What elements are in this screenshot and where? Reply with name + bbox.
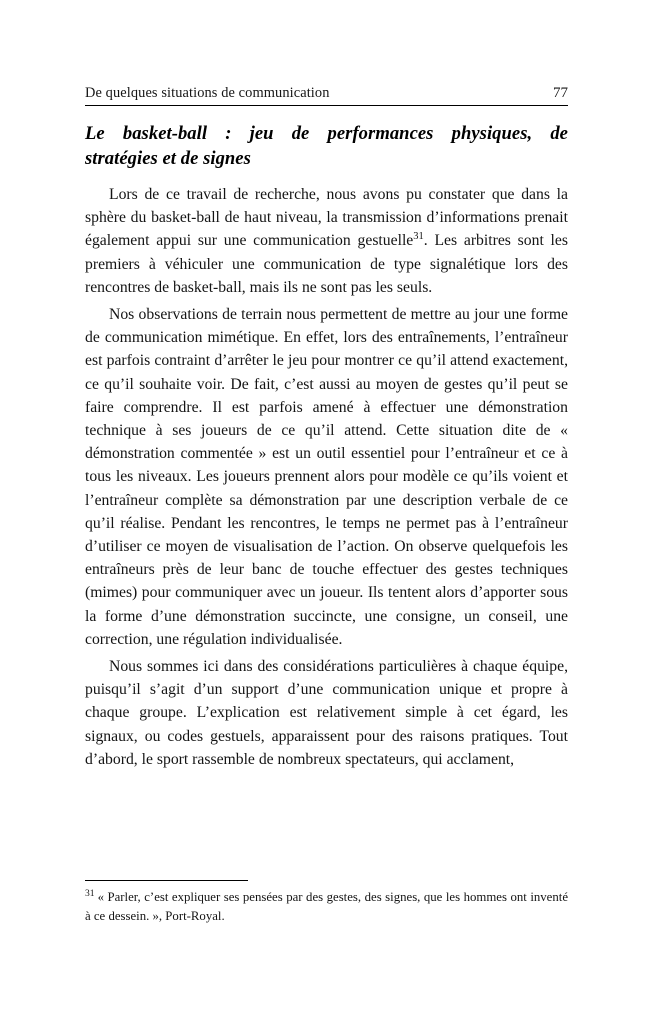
footnote-area bbox=[85, 880, 568, 926]
section-title bbox=[85, 122, 568, 171]
footnote-body: « Parler, c’est expliquer ses pensées par des gestes, des signes, que les hommes ont inventé à ce dessein. », Port-Royal. bbox=[85, 890, 568, 923]
running-header-title: De quelques situations de communication bbox=[85, 85, 330, 101]
running-header bbox=[85, 84, 568, 105]
section-title-line-2: stratégies et de signes bbox=[85, 147, 251, 169]
paragraph-3: Nous sommes ici dans des considérations particulières à chaque équipe, puisqu’il s’agit d’un support d’une communication unique et propre à chaque groupe. L’explication est relativement simple à cet égard, les signaux, ou codes gestuels, apparaissent pour des raisons pratiques. Tout d’abord, le sport rassemble de nombreux spectateurs, qui acclament, bbox=[85, 658, 568, 768]
footnote-31 bbox=[85, 888, 568, 926]
page-number: 77 bbox=[553, 85, 568, 101]
footnote-separator bbox=[85, 880, 248, 881]
paragraph-2: Nos observations de terrain nous permettent de mettre au jour une forme de communication mimétique. En effet, lors des entraînements, l’entraîneur est parfois contraint d’arrêter le jeu pour montrer ce qu’il attend exactement, ce qu’il souhaite voir. De fait, c’est aussi au moyen de gestes qu’il peut se faire comprendre. Il est parfois amené à effectuer une démonstration technique à ses joueurs de ce qu’il attend. Cette situation dite de « démonstration commentée » est un outil essentiel pour l’entraîneur et ce à tous les niveaux. Les joueurs prennent alors pour modèle ce qu’ils voient et l’entraîneur complète sa démonstration par une description verbale de ce qu’il réalise. Pendant les rencontres, le temps ne permet pas à l’entraîneur d’utiliser ce moyen de visualisation de l’action. On observe quelquefois les entraîneurs près de leur banc de touche effectuer des gestes techniques (mimes) pour communiquer avec un joueur. Ils tentent alors d’apporter sous la forme d’une démonstration succincte, une consigne, un conseil, une correction, une régulation individualisée. bbox=[85, 306, 568, 648]
page-content bbox=[85, 84, 568, 771]
footnote-reference-31[interactable]: 31 bbox=[413, 231, 424, 243]
paragraph-1-text-before-footnote-ref: Lors de ce travail de recherche, nous avons pu constater que dans la sphère du basket-ball de haut niveau, la transmission d’informations prenait également appui sur une communication gestuelle bbox=[85, 186, 568, 250]
section-title-line-1: Le basket-ball : jeu de performances physiques, de bbox=[85, 123, 568, 144]
footnote-number: 31 bbox=[85, 887, 95, 899]
header-divider bbox=[85, 105, 568, 106]
paragraph-1 bbox=[85, 183, 568, 299]
paragraph-1-text-after-footnote-ref: . Les arbitres sont les premiers à véhiculer une communication de type signalétique lors des rencontres de basket-ball, mais ils ne sont pas les seuls. bbox=[85, 232, 568, 296]
